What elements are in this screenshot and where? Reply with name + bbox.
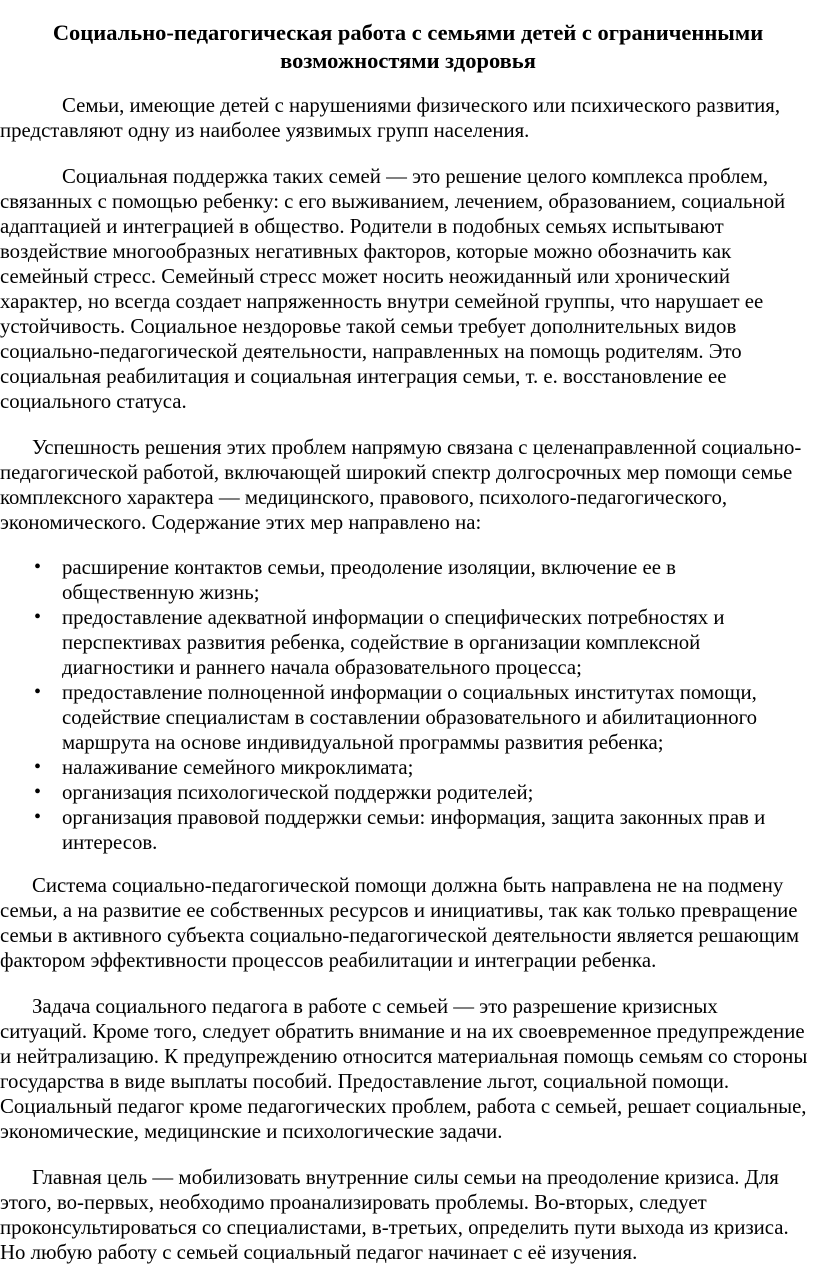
text-line: организация психологической поддержки родителей; bbox=[62, 781, 534, 805]
text-line: экономического. Содержание этих мер направлено на: bbox=[0, 510, 482, 534]
paragraph-system bbox=[0, 873, 816, 973]
text-line: налаживание семейного микроклимата; bbox=[62, 756, 414, 780]
text-line: Главная цель — мобилизовать внутренние силы семьи на преодоление кризиса. Для bbox=[32, 1166, 779, 1190]
text-line: представляют одну из наиболее уязвимых групп населения. bbox=[0, 119, 530, 143]
title-line: Социально-педагогическая работа с семьями детей с ограниченными bbox=[52, 20, 764, 46]
bullet-icon: • bbox=[34, 806, 42, 829]
paragraph-task bbox=[0, 994, 816, 1144]
text-line: воздействие многообразных негативных факторов, которые можно обозначить как bbox=[0, 239, 732, 263]
text-line: семьи, а на развитие ее собственных ресурсов и инициативы, так как только превращение bbox=[0, 899, 798, 923]
text-line: и нейтрализацию. К предупреждению относится материальная помощь семьям со стороны bbox=[0, 1045, 808, 1069]
text-line: перспективах развития ребенка, содействие в организации комплексной bbox=[62, 631, 701, 655]
bullet-icon: • bbox=[34, 681, 42, 704]
list-item bbox=[34, 805, 816, 855]
text-line: расширение контактов семьи, преодоление изоляции, включение ее в bbox=[62, 556, 676, 580]
text-line: фактором эффективности процессов реабилитации и интеграции ребенка. bbox=[0, 949, 657, 973]
paragraph-success bbox=[0, 435, 816, 535]
bullet-icon: • bbox=[34, 606, 42, 629]
text-line: устойчивость. Социальное нездоровье такой семьи требует дополнительных видов bbox=[0, 314, 737, 338]
text-line: социального статуса. bbox=[0, 389, 187, 413]
text-line: предоставление полноценной информации о социальных институтах помощи, bbox=[62, 681, 757, 705]
text-line: характер, но всегда создает напряженность внутри семейной группы, что нарушает ее bbox=[0, 289, 764, 313]
paragraph-intro bbox=[0, 93, 816, 143]
text-line: педагогической работой, включающей широкий спектр долгосрочных мер помощи семье bbox=[0, 460, 793, 484]
text-line: Система социально-педагогической помощи должна быть направлена не на подмену bbox=[32, 874, 784, 898]
text-line: экономические, медицинские и психологические задачи. bbox=[0, 1120, 503, 1144]
bullet-icon: • bbox=[34, 781, 42, 804]
text-line: предоставление адекватной информации о специфических потребностях и bbox=[62, 606, 725, 630]
text-line: связанных с помощью ребенку: с его выживанием, лечением, образованием, социальной bbox=[0, 189, 786, 213]
text-line: общественную жизнь; bbox=[62, 581, 260, 605]
document-title bbox=[0, 15, 816, 75]
bullet-list bbox=[0, 555, 816, 855]
paragraph-main-goal bbox=[0, 1165, 816, 1265]
list-item bbox=[34, 755, 816, 780]
paragraph-social-support bbox=[0, 164, 816, 414]
text-line: содействие специалистам в составлении образовательного и абилитационного bbox=[62, 706, 758, 730]
text-line: комплексного характера — медицинского, правового, психолого-педагогического, bbox=[0, 485, 728, 509]
bullet-icon: • bbox=[34, 556, 42, 579]
title-line: возможностями здоровья bbox=[280, 48, 536, 74]
text-line: проконсультироваться со специалистами, в-третьих, определить пути выхода из кризиса. bbox=[0, 1216, 789, 1240]
text-line: Семьи, имеющие детей с нарушениями физического или психического развития, bbox=[62, 94, 781, 118]
list-item bbox=[34, 680, 816, 755]
document-page bbox=[0, 15, 816, 1265]
text-line: адаптацией и интеграцией в общество. Родители в подобных семьях испытывают bbox=[0, 214, 724, 238]
text-line: социальная реабилитация и социальная интеграция семьи, т. е. восстановление ее bbox=[0, 364, 727, 388]
text-line: маршрута на основе индивидуальной программы развития ребенка; bbox=[62, 731, 664, 755]
text-line: диагностики и раннего начала образовательного процесса; bbox=[62, 656, 582, 680]
text-line: организация правовой поддержки семьи: информация, защита законных прав и bbox=[62, 806, 766, 830]
list-item bbox=[34, 555, 816, 605]
text-line: Успешность решения этих проблем напрямую связана с целенаправленной социально- bbox=[32, 435, 802, 459]
bullet-icon: • bbox=[34, 756, 42, 779]
text-line: Социальный педагог кроме педагогических проблем, работа с семьей, решает социальные, bbox=[0, 1095, 807, 1119]
text-line: Задача социального педагога в работе с семьей — это разрешение кризисных bbox=[32, 995, 718, 1019]
text-line: семейный стресс. Семейный стресс может носить неожиданный или хронический bbox=[0, 264, 730, 288]
text-line: этого, во-первых, необходимо проанализировать проблемы. Во-вторых, следует bbox=[0, 1191, 707, 1215]
text-line: семьи в активного субъекта социально-педагогической деятельности является решающим bbox=[0, 924, 800, 948]
list-item bbox=[34, 605, 816, 680]
text-line: интересов. bbox=[62, 831, 158, 855]
text-line: Но любую работу с семьей социальный педагог начинает с её изучения. bbox=[0, 1241, 638, 1265]
text-line: государства в виде выплаты пособий. Предоставление льгот, социальной помощи. bbox=[0, 1070, 730, 1094]
text-line: Социальная поддержка таких семей — это решение целого комплекса проблем, bbox=[62, 164, 769, 188]
text-line: ситуаций. Кроме того, следует обратить внимание и на их своевременное предупреждение bbox=[0, 1020, 805, 1044]
list-item bbox=[34, 780, 816, 805]
text-line: социально-педагогической деятельности, направленных на помощь родителям. Это bbox=[0, 339, 742, 363]
